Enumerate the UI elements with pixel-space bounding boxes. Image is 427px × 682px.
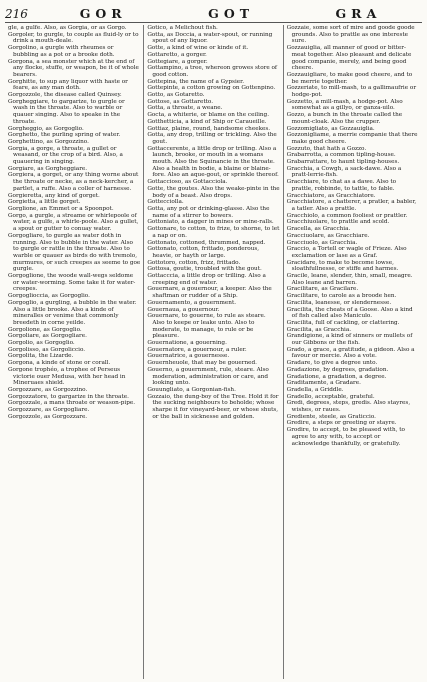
dictionary-entry: Gracchiolo, a common fooliest or prattler.: [286, 212, 408, 219]
dictionary-entry: Gradare, to give a degree unto.: [286, 360, 378, 367]
dictionary-entry: Gorghetto, the purling spring of water.: [8, 132, 121, 139]
dictionary-entry: Gorgolio, as Gorgoglio.: [8, 340, 75, 347]
dictionary-entry: Gorgona, a kinde of stone or corall.: [8, 360, 111, 367]
dictionary-entry: Grado, a grace, a gratitude, a gideon. Also a favour or mercie. Also a vote.: [286, 346, 415, 360]
dictionary-entry: Gotta, a throate, a weane.: [147, 105, 223, 112]
dictionary-entry: Gotta, any pot or drinking-glasse. Also the name of a stirrer to bowers.: [147, 205, 270, 219]
dictionary-entry: Gotta, as Doccia, a water-spout, or running spout of any liquor.: [147, 31, 273, 45]
dictionary-entry: Gracchiatore, as Gracchiatore.: [286, 192, 376, 199]
dictionary-entry: Gracchiare, to chat as a dawe. Also to prattle, robbinde, to tattle, to fable.: [286, 179, 397, 192]
running-head-right: GRA: [335, 6, 382, 21]
dictionary-entry: Gottose, as Gottaretto.: [147, 98, 214, 105]
dictionary-entry: Gorghitte, to sup any liquor with haste or feare, as any man doth.: [8, 78, 128, 92]
dictionary-entry: Gottampino, a tree, whereon growes store of good cotton.: [147, 65, 278, 78]
dictionary-entry: Gouernaua, a gouernour.: [147, 306, 220, 313]
column-left: [5, 25, 143, 679]
dictionary-entry: Gottegiare, a gorger.: [147, 58, 208, 65]
dictionary-entry: Gorgozzole, the disease called Quinsey.: [8, 92, 122, 99]
dictionary-entry: Gotico, a Melichout fish.: [147, 25, 218, 31]
dictionary-entry: Gorgone trophéo, a trophee of Perseus victorie ouer Medusa, with her head in Mineruaes shield.: [8, 366, 126, 387]
dictionary-entry: gle, a gulfe. Also, as Gorgia, or as Gorgo.: [8, 25, 127, 31]
dictionary-entry: Gradatione, a gradation, a degree.: [286, 373, 387, 380]
dictionary-entry: Gradella, a Griddle.: [286, 386, 344, 393]
running-heads: [39, 6, 422, 21]
dictionary-entry: Gorgieretta, any kind of gorget.: [8, 192, 100, 199]
dictionary-entry: Grabarrattare, to haunt tipling-houses.: [286, 159, 400, 166]
dictionary-entry: Gracchiuolare, to prattle and scold.: [286, 219, 390, 226]
dictionary-entry: Gorghettino, as Gorgozzino.: [8, 138, 89, 145]
dictionary-entry: Gorgoglioccia, as Gorgoglio.: [8, 293, 90, 300]
page-number: 216: [5, 7, 28, 21]
dictionary-entry: Gottepinte, a cotton growing on Gottenpino.: [147, 85, 276, 92]
dictionary-entry: Gottaccioso, as Gottacciola.: [147, 179, 228, 186]
dictionary-entry: Gottaccerente, a little drop or trilling. Also a launch, brooke, or mouth in a womans mouth. Also the Squinancie in the throate. Also a health in bodie, a blaine or blaine-fore. Also an aque-gout, or sprinkle thereof.: [147, 145, 279, 179]
dictionary-entry: Graccio, a Tortell or wagle of Frieze. Also exclamation or lase as a Graf.: [286, 246, 407, 259]
page-header: [5, 6, 422, 23]
dictionary-entry: Gotte, the goutes. Also the weake-pinte in the body of a beast. Also drops.: [147, 185, 280, 199]
dictionary-entry: Gozzo, a bunch in the throate called the mount-cloak. Also the crupper.: [286, 112, 403, 125]
dictionary-entry: Gouernheuole, that may be gouerned.: [147, 360, 257, 367]
dictionary-entry: Gottaretto, a gorger.: [147, 51, 207, 58]
dictionary-entry: Gracilita, leanesse, or slendernesse.: [286, 299, 392, 306]
dictionary-entry: Gozzauigliare, to make good cheere, and to be merrie together.: [286, 71, 413, 85]
dictionary-entry: Gorgozzatore, to gargarize in the throate.: [8, 393, 129, 400]
dictionary-entry: Gracilita, full of cackling, or clattering.: [286, 319, 400, 326]
dictionary-entry: Graditamente, a Gradare.: [286, 380, 361, 387]
dictionary-entry: Gracciuolo, as Gracchia.: [286, 239, 358, 246]
dictionary-entry: Gottotoro, cotton, frizz, frittado.: [147, 259, 241, 266]
dictionary-entry: Gotta, any drop, trilling or trickling. Also the gout.: [147, 132, 277, 145]
dictionary-entry: Gozzomigliato, as Gozzauiglia.: [286, 125, 375, 132]
dictionary-entry: Gorgozzare, as Gorgogliare.: [8, 407, 90, 414]
dictionary-entry: Gorgolita, the Lizarde.: [8, 353, 74, 360]
dictionary-entry: Gracella, as Gracchia.: [286, 226, 351, 233]
column-middle: [143, 25, 282, 679]
dictionary-entry: Gorgogliare, to gurgle as water doth in running. Also to bubble in the water. Also to gurgle or rattle in the throate. Also to warble or quauer as birds do with tremolo, murmures, or such creepes as seeme to goe gurgle.: [8, 232, 141, 273]
dictionary-entry: Gracilita, as Gracchia.: [286, 326, 352, 333]
dictionary-entry: Gradazione, by degrees, gradation.: [286, 366, 389, 373]
dictionary-entry: Gredi, degrees, steps, gredis. Also stayres, wishes, or raues.: [286, 400, 411, 414]
running-head-left: GOR: [79, 6, 127, 21]
dictionary-entry: Grodire, to accept, to be pleased with, to agree to any with, to accept or acknowledge thankfully, or gratefully.: [286, 427, 405, 447]
dictionary-entry: Gouernare, a gouernour, a keeper. Also the shaftman or rudder of a Ship.: [147, 286, 272, 300]
dictionary-entry: Gozzauiglia, all manner of good or bitter-meat together. Also pleasant and delicate good companie, merely, and being good cheere.: [286, 45, 412, 72]
dictionary-entry: Gouernamento, a gouernment.: [147, 299, 237, 306]
dictionary-entry: Gottonato, cottoned, thrummed, napped.: [147, 239, 266, 246]
dictionary-entry: Gorgolione, as Gorgoglio.: [8, 326, 82, 333]
dictionary-entry: Gorgoler, to gurgle, to couple as fluid-ly or to drink a mouth-deale.: [8, 31, 139, 45]
dictionary-entry: Gorgietta, a little gorget.: [8, 199, 81, 206]
running-head-center: GOT: [208, 6, 255, 21]
dictionary-entry: Gozzuto, that hath a Gozzo.: [286, 145, 367, 152]
dictionary-entry: Gorgo, a gurgle, a streame or whirlepoole of water, a gulfe, a whirle-poole. Also a gullet, a spout or gutter to conuay water.: [8, 212, 139, 233]
dictionary-entry: Gottoniato, a dagger in mines or mine-ralls.: [147, 219, 274, 226]
dictionary-entry: Grandigione, a kind of sinners or mullets of our Gibbons or the fish.: [286, 333, 413, 347]
dictionary-entry: Gredire, a steps or greeting or stayre.: [286, 420, 397, 427]
dictionary-entry: Gorgheggio, as Gorgoglio.: [8, 125, 84, 132]
dictionary-entry: Gottiaz, plaine, round, handsome cheekes.: [147, 125, 271, 132]
dictionary-entry: Gorgolisso, as Gorgoliccio.: [8, 346, 86, 353]
dictionary-entry: Gouernare, to gouerne, to rule as steare. Also to keepe or leake unto. Also to moderate, to manage, to rule or be pleasure.: [147, 313, 266, 340]
entry-columns: [5, 25, 422, 679]
dictionary-entry: Gorgona, a sea monster which at the end of any flocke, stuffe, or weapon, be it of whole bearers.: [8, 58, 139, 78]
dictionary-entry: Gracciuolare, as Gracchiare.: [286, 232, 370, 239]
dictionary-entry: Gozzonigliame, a merrie companie that there make good cheere.: [286, 132, 418, 145]
dictionary-entry: Gouerno, a gouernment, rule, steare. Also moderation, administration or care, and looking unto.: [147, 366, 269, 387]
dictionary-entry: Gozzeriate, to mill-mash, to a gallimaufrie or hodge-pot.: [286, 85, 417, 99]
dictionary-entry: Gottepina, the name of a Gypsier.: [147, 78, 245, 85]
dictionary-entry: Gorgozzole, as Gorgozzare.: [8, 413, 88, 420]
dictionary-entry: Gozzetto, a mill-mash, a hodge-pot. Also somewhat as a gillyo, or ganza-uilo.: [286, 98, 403, 112]
dictionary-entry: Gorgiera, a gorget, or any thing worne about the throate or necke, as a neck-kercher, a partlet, a ruffe. Also a coller of harnesse.: [8, 172, 139, 192]
dictionary-entry: Gracchiatore, a chatterer, a pratler, a babler, a tatler. Also a prattle.: [286, 199, 417, 212]
dictionary-entry: Gouernatione, a gouerning.: [147, 340, 227, 347]
dictionary-entry: Gotto, as Gotaretto.: [147, 92, 205, 99]
dictionary-entry: Gouernatrice, a gouernesse.: [147, 353, 230, 360]
dictionary-entry: Gozzaio, the dung-boy of the Tree. Hold it for the sucking neighbours to beholde; whose sharpe it for vineyard-beer, or whose shuts, or the ball in sicknesse and golden.: [147, 393, 279, 420]
dictionary-entry: Gottecciolla.: [147, 199, 184, 206]
dictionary-entry: Gorglione, an Emmet or a Spoonpot.: [8, 205, 114, 212]
dictionary-entry: Gracchia, a Cowgh, a sack-dawe. Also a pratt-lerrie-fish.: [286, 165, 402, 179]
dictionary-entry: Gouernatore, a gouernour, a ruler.: [147, 346, 247, 353]
dictionary-entry: Gottosa, goutie, troubled with the gout.: [147, 266, 262, 273]
dictionary-entry: Gottonato, cotton, frittado, ponderous, heavie, or hayth or large.: [147, 246, 260, 259]
dictionary-entry: Gorgiare, as Gorgheggiare.: [8, 165, 88, 172]
dictionary-entry: Gozzaie, some sort of mire and goode goode grounds. Also to prattle as one intereste sure.: [286, 25, 415, 45]
dictionary-entry: Gracilitare, to carole as a broode hen.: [286, 293, 397, 300]
column-right: [283, 25, 422, 679]
dictionary-entry: Gracidare, to make to become lowse, sloathfullnesse, or stiffe and harmes.: [286, 259, 399, 273]
dictionary-entry: Gouungliato, a Gorgonian-fish.: [147, 386, 236, 393]
dictionary-entry: Gottonare, to cotton, to frize, to shorne, to let a nap or on.: [147, 226, 280, 239]
dictionary-entry: Gorgheggiare, to gargarize, to gurgle or wash in the throate. Also to warble or quauer singing. Also to speake in the throate.: [8, 98, 125, 125]
dictionary-entry: Gorgia, a gorge, a throate, a gullet or weasand, or the crop of a bird. Also, a quauering in singing.: [8, 145, 123, 166]
dictionary-entry: Grabarrotta, a common tipling-house.: [286, 152, 396, 159]
dictionary-entry: Gorgozzare, as Gorgozzino.: [8, 386, 88, 393]
dictionary-entry: Gorgoliare, as Gorgogliare.: [8, 333, 87, 340]
dictionary-entry: Gocta, a whiterie, or blame on the ceiling.: [147, 112, 269, 119]
dictionary-entry: Gracilitare, as Gracilare.: [286, 286, 359, 293]
dictionary-entry: Grediente, steele, as Graticcio.: [286, 413, 376, 420]
dictionary-entry: Gottacccia, a little drop or trilling. Also a creeping end of water.: [147, 273, 266, 286]
dictionary-entry: Gorgoglione, the woode wall-wegs seldome or water-worming. Some take it for water-creepes.: [8, 273, 136, 293]
dictionary-entry: Gradello, acceptable, grateful.: [286, 393, 375, 400]
dictionary-entry: Gracilita, the cheats of a Goose. Also a kind of fish called also Maniculo.: [286, 306, 413, 320]
dictionary-entry: Gotthetticia, a kind of Ship or Caraueille.: [147, 118, 267, 125]
dictionary-entry: Gorgolino, a gurgle with rheumes or bubbling as a pot or a brooke doth.: [8, 45, 115, 58]
dictionary-entry: Gorgoglio, a gurgling, a bubble in the water. Also a little brooke. Also a kinde of mineralles or venime that commonly breedeth in corne yeilde.: [8, 299, 137, 326]
dictionary-entry: Gotte, a kind of wine or kinde of it.: [147, 45, 249, 52]
dictionary-entry: Gorgozzale, a mans throate or weason-pipe.: [8, 400, 136, 407]
dictionary-entry: Gracile, leane, slender, thin, small, meagre. Also leane and barren.: [286, 273, 413, 286]
